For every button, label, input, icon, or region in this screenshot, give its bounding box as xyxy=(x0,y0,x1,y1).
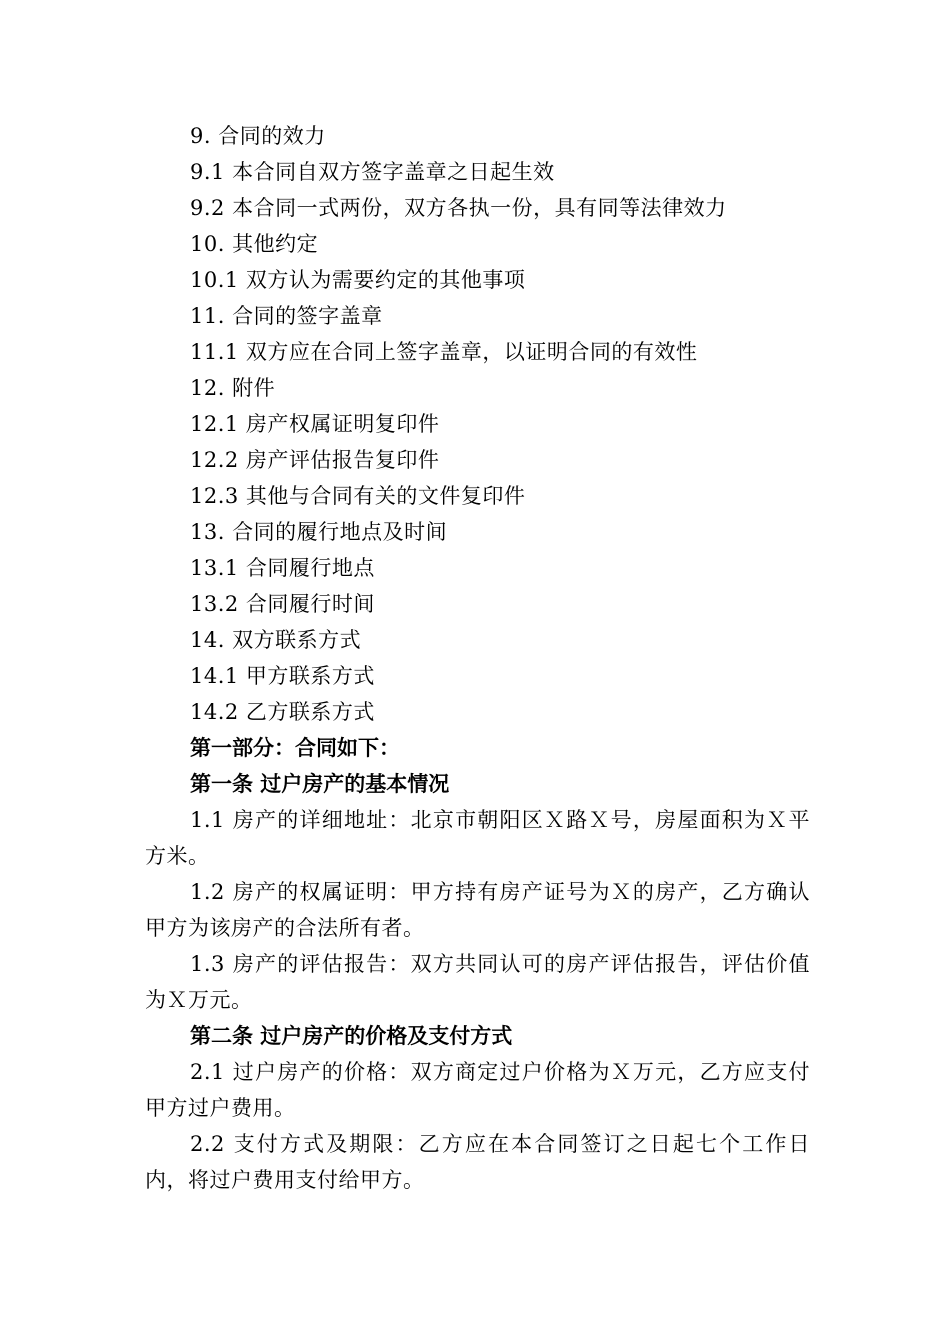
clause-11: 11. 合同的签字盖章 xyxy=(190,304,383,328)
clause-12-1: 12.1 房产权属证明复印件 xyxy=(190,412,440,436)
clause-14-2: 14.2 乙方联系方式 xyxy=(190,700,375,724)
clause-12-2: 12.2 房产评估报告复印件 xyxy=(190,448,440,472)
clause-10-1: 10.1 双方认为需要约定的其他事项 xyxy=(190,268,526,292)
clause-14: 14. 双方联系方式 xyxy=(190,628,362,652)
clause-9-1: 9.1 本合同自双方签字盖章之日起生效 xyxy=(190,160,555,184)
clause-11-1: 11.1 双方应在合同上签字盖章，以证明合同的有效性 xyxy=(190,340,698,364)
clause-13-1: 13.1 合同履行地点 xyxy=(190,556,375,580)
clause-12-3: 12.3 其他与合同有关的文件复印件 xyxy=(190,484,526,508)
clause-14-1: 14.1 甲方联系方式 xyxy=(190,664,375,688)
clause-12: 12. 附件 xyxy=(190,376,276,400)
article-1-paragraph-1: 1.1 房产的详细地址：北京市朝阳区Ｘ路Ｘ号，房屋面积为Ｘ平方米。 xyxy=(145,808,810,868)
clause-9: 9. 合同的效力 xyxy=(190,124,326,148)
part-heading: 第一部分：合同如下： xyxy=(190,736,400,760)
clause-13: 13. 合同的履行地点及时间 xyxy=(190,520,448,544)
clause-10: 10. 其他约定 xyxy=(190,232,319,256)
article-1-heading: 第一条 过户房产的基本情况 xyxy=(190,772,450,796)
document-body xyxy=(145,118,810,1198)
article-2-paragraph-2: 2.2 支付方式及期限：乙方应在本合同签订之日起七个工作日内，将过户费用支付给甲方。 xyxy=(145,1132,810,1192)
article-1-paragraph-2: 1.2 房产的权属证明：甲方持有房产证号为Ｘ的房产，乙方确认甲方为该房产的合法所有者。 xyxy=(145,880,810,940)
clause-13-2: 13.2 合同履行时间 xyxy=(190,592,375,616)
article-2-heading: 第二条 过户房产的价格及支付方式 xyxy=(190,1024,513,1048)
article-1-paragraph-3: 1.3 房产的评估报告：双方共同认可的房产评估报告，评估价值为Ｘ万元。 xyxy=(145,952,810,1012)
article-2-paragraph-1: 2.1 过户房产的价格：双方商定过户价格为Ｘ万元，乙方应支付甲方过户费用。 xyxy=(145,1060,810,1120)
clause-9-2: 9.2 本合同一式两份，双方各执一份，具有同等法律效力 xyxy=(190,196,727,220)
